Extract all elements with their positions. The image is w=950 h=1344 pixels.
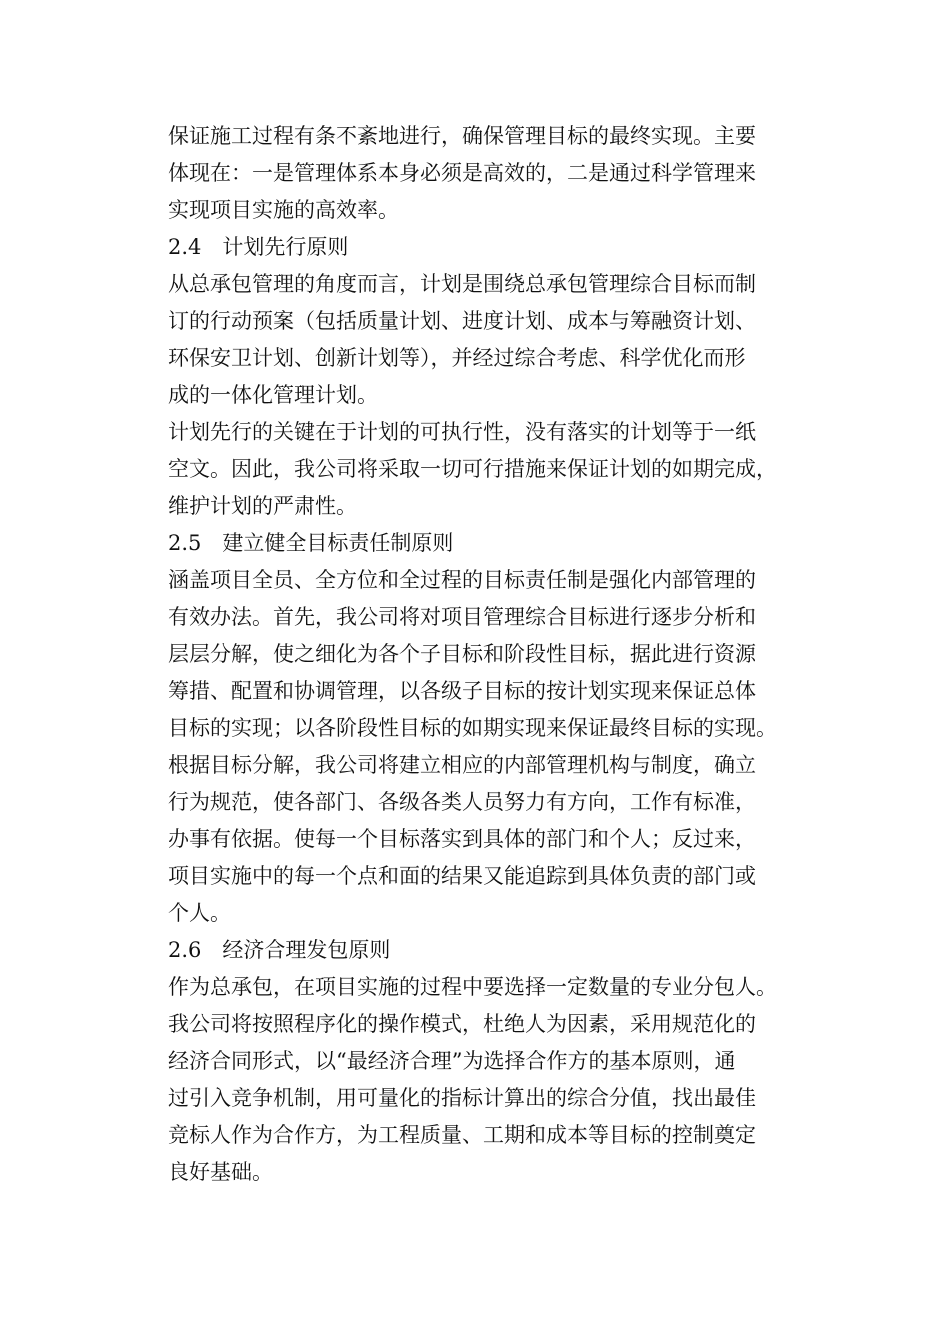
text-line: 行为规范，使各部门、各级各类人员努力有方向，工作有标准， xyxy=(168,790,756,814)
text-line: 有效办法。首先，我公司将对项目管理综合目标进行逐步分析和 xyxy=(168,605,756,629)
text-line: 办事有依据。使每一个目标落实到具体的部门和个人；反过来， xyxy=(168,827,756,851)
text-line: 体现在：一是管理体系本身必须是高效的，二是通过科学管理来 xyxy=(168,161,756,185)
text-line: 筹措、配置和协调管理，以各级子目标的按计划实现来保证总体 xyxy=(168,679,756,703)
text-line: 订的行动预案（包括质量计划、进度计划、成本与筹融资计划、 xyxy=(168,309,756,333)
text-line: 保证施工过程有条不紊地进行，确保管理目标的最终实现。主要 xyxy=(168,124,756,148)
section-heading-2-5: 2.5 建立健全目标责任制原则 xyxy=(168,531,454,555)
text-line: 计划先行的关键在于计划的可执行性，没有落实的计划等于一纸 xyxy=(168,420,756,444)
text-line: 过引入竞争机制，用可量化的指标计算出的综合分值，找出最佳 xyxy=(168,1086,756,1110)
text-line: 层层分解，使之细化为各个子目标和阶段性目标，据此进行资源 xyxy=(168,642,756,666)
text-line: 项目实施中的每一个点和面的结果又能追踪到具体负责的部门或 xyxy=(168,864,756,888)
section-heading-2-4: 2.4 计划先行原则 xyxy=(168,235,349,259)
text-line: 实现项目实施的高效率。 xyxy=(168,198,399,222)
text-line: 作为总承包，在项目实施的过程中要选择一定数量的专业分包人。 xyxy=(168,975,777,999)
document-body xyxy=(168,118,828,1191)
text-line: 目标的实现；以各阶段性目标的如期实现来保证最终目标的实现。 xyxy=(168,716,777,740)
text-line: 成的一体化管理计划。 xyxy=(168,383,378,407)
text-line: 从总承包管理的角度而言，计划是围绕总承包管理综合目标而制 xyxy=(168,272,756,296)
text-line: 涵盖项目全员、全方位和全过程的目标责任制是强化内部管理的 xyxy=(168,568,756,592)
text-line: 空文。因此，我公司将采取一切可行措施来保证计划的如期完成， xyxy=(168,457,777,481)
text-line: 个人。 xyxy=(168,901,231,925)
text-line: 竞标人作为合作方，为工程质量、工期和成本等目标的控制奠定 xyxy=(168,1123,756,1147)
text-line: 维护计划的严肃性。 xyxy=(168,494,357,518)
section-heading-2-6: 2.6 经济合理发包原则 xyxy=(168,938,391,962)
text-line: 经济合同形式，以“最经济合理”为选择合作方的基本原则，通 xyxy=(168,1049,736,1073)
text-line: 良好基础。 xyxy=(168,1160,273,1184)
text-line: 环保安卫计划、创新计划等），并经过综合考虑、科学优化而形 xyxy=(168,346,746,370)
text-line: 我公司将按照程序化的操作模式，杜绝人为因素，采用规范化的 xyxy=(168,1012,756,1036)
text-line: 根据目标分解，我公司将建立相应的内部管理机构与制度，确立 xyxy=(168,753,756,777)
